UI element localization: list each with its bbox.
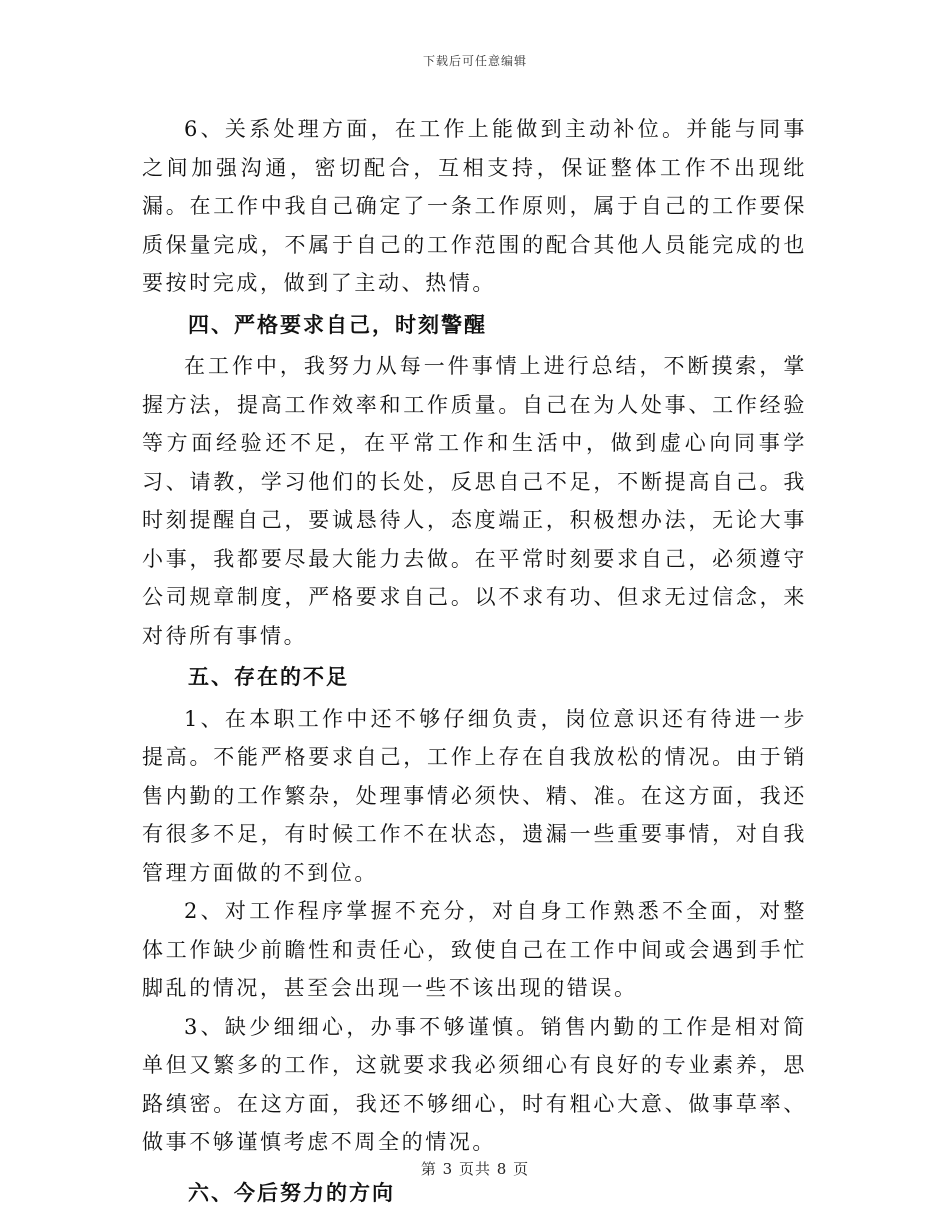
section-heading-6: 六、今后努力的方向 xyxy=(188,1179,395,1205)
paragraph-relationship-handling: 6、关系处理方面，在工作上能做到主动补位。并能与同事之间加强沟通，密切配合，互相支持，保证整体工作不出现纰漏。在工作中我自己确定了一条工作原则，属于自己的工作要保质保量完成，不属于自己的工作范围的配合其他人员能完成的也要按时完成，做到了主动、热情。 xyxy=(142,117,807,295)
paragraph-shortcoming-1: 1、在本职工作中还不够仔细负责，岗位意识还有待进一步提高。不能严格要求自己，工作上存在自我放松的情况。由于销售内勤的工作繁杂，处理事情必须快、精、准。在这方面，我还有很多不足，有时候工作不在状态，遗漏一些重要事情，对自我管理方面做的不到位。 xyxy=(142,706,807,885)
page-number-footer: 第 3 页共 8 页 xyxy=(420,1160,530,1178)
paragraph-shortcoming-2: 2、对工作程序掌握不充分，对自身工作熟悉不全面，对整体工作缺少前瞻性和责任心，致使自己在工作中间或会遇到手忙脚乱的情况，甚至会出现一些不该出现的错误。 xyxy=(142,899,807,1000)
section-heading-4: 四、严格要求自己，时刻警醒 xyxy=(188,311,487,337)
paragraph-strict-self-discipline: 在工作中，我努力从每一件事情上进行总结，不断摸索，掌握方法，提高工作效率和工作质量。自己在为人处事、工作经验等方面经验还不足，在平常工作和生活中，做到虚心向同事学习、请教，学习他们的长处，反思自己不足，不断提高自己。我时刻提醒自己，要诚恳待人，态度端正，积极想办法，无论大事小事，我都要尽最大能力去做。在平常时刻要求自己，必须遵守公司规章制度，严格要求自己。以不求有功、但求无过信念，来对待所有事情。 xyxy=(142,354,807,648)
section-heading-5: 五、存在的不足 xyxy=(188,664,349,689)
document-body xyxy=(142,110,807,1215)
page-header: 下载后可任意编辑 xyxy=(422,54,527,68)
paragraph-shortcoming-3: 3、缺少细细心，办事不够谨慎。销售内勤的工作是相对简单但又繁多的工作，这就要求我必须细心有良好的专业素养，思路缜密。在这方面，我还不够细心，时有粗心大意、做事草率、做事不够谨慎考虑不周全的情况。 xyxy=(142,1014,807,1154)
